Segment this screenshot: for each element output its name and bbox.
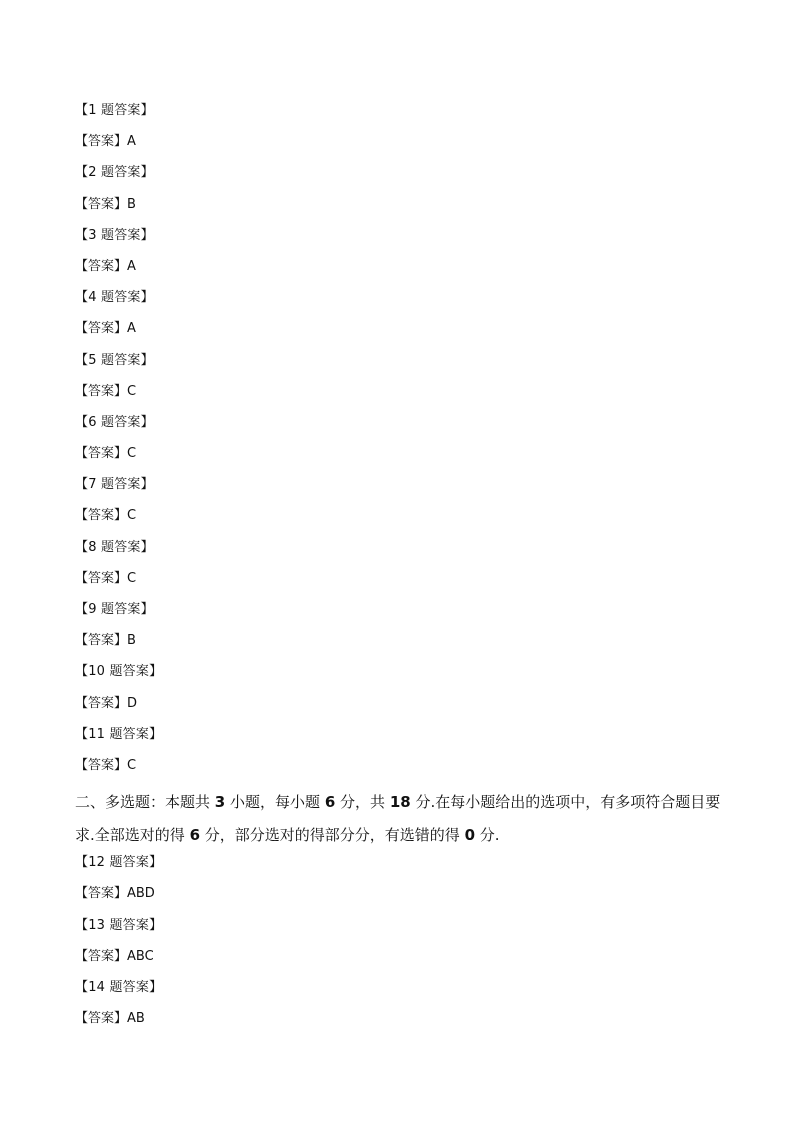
answer-line: 【答案】C (75, 757, 137, 773)
heading-text: 分. (479, 826, 500, 845)
answer-line: 【答案】ABD (75, 886, 155, 902)
question-label: 【12 题答案】 (75, 855, 163, 871)
question-label: 【2 题答案】 (75, 165, 154, 181)
heading-text: 分.在每小题给出的选项中，有多项符合题目要求.全部选对的得 (75, 793, 721, 845)
answer-line: 【答案】A (75, 134, 136, 150)
answer-line: 【答案】B (75, 633, 136, 649)
answer-line: 【答案】D (75, 695, 138, 711)
question-label: 【14 题答案】 (75, 979, 163, 995)
answer-line: 【答案】ABC (75, 948, 154, 964)
heading-text: 二、多选题：本题共 (75, 793, 211, 812)
question-label: 【4 题答案】 (75, 290, 154, 306)
answer-line: 【答案】C (75, 570, 137, 586)
question-label: 【3 题答案】 (75, 227, 154, 243)
answer-line: 【答案】A (75, 258, 136, 274)
points-wrong: 0 (464, 826, 476, 845)
section2-answers (75, 852, 735, 1039)
answer-line: 【答案】C (75, 446, 137, 462)
heading-text: 分，共 (340, 793, 386, 812)
question-label: 【11 题答案】 (75, 726, 163, 742)
heading-text: 小题，每小题 (230, 793, 321, 812)
section2-heading (75, 786, 735, 852)
question-label: 【5 题答案】 (75, 352, 154, 368)
answer-line: 【答案】B (75, 196, 136, 212)
answer-line: 【答案】AB (75, 1011, 145, 1027)
points-total: 18 (389, 793, 411, 812)
question-label: 【7 题答案】 (75, 477, 154, 493)
points-full: 6 (189, 826, 200, 845)
points-each: 6 (324, 793, 336, 812)
answer-line: 【答案】A (75, 321, 136, 337)
question-label: 【13 题答案】 (75, 917, 163, 933)
question-label: 【6 题答案】 (75, 414, 154, 430)
question-label: 【10 题答案】 (75, 664, 163, 680)
question-count: 3 (214, 793, 226, 812)
question-label: 【1 题答案】 (75, 103, 154, 118)
heading-text: 分，部分选对的得部分分，有选错的得 (204, 826, 460, 845)
answer-line: 【答案】C (75, 383, 137, 399)
question-label: 【8 题答案】 (75, 539, 154, 555)
answer-line: 【答案】C (75, 508, 137, 524)
document-page (75, 100, 735, 1039)
section1-answers (75, 100, 735, 786)
question-label: 【9 题答案】 (75, 602, 154, 617)
